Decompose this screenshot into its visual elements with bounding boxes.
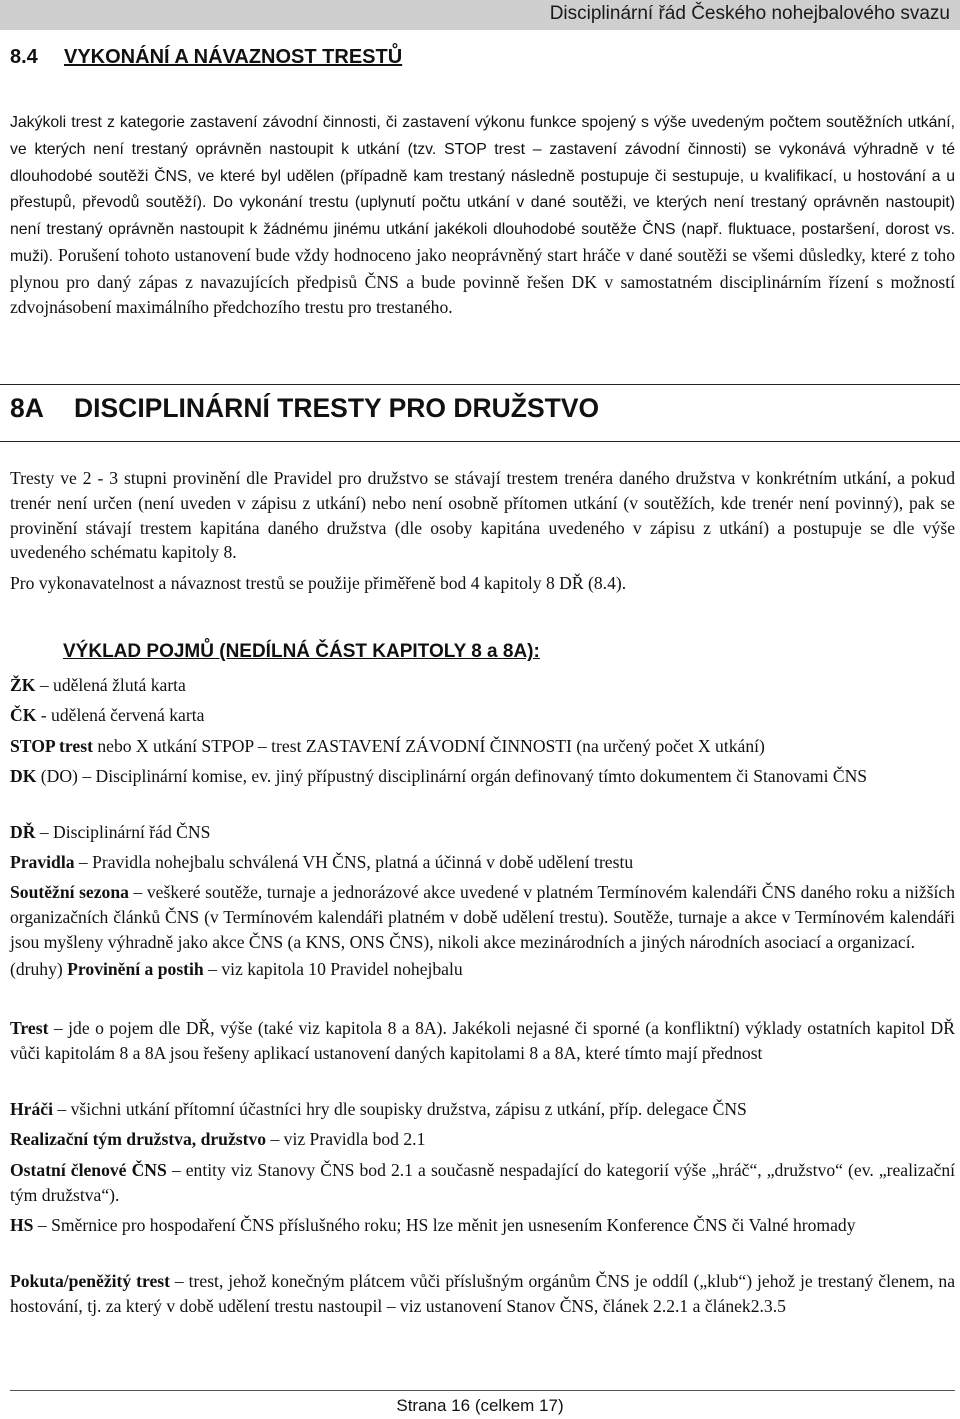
- glossary-term: DK: [10, 766, 37, 786]
- glossary-definition: – jde o pojem dle DŘ, výše (také viz kapitola 8 a 8A). Jakékoli nejasné či sporné (a konfliktní) výklady ostatních kapitol DŘ vůči kapitolám 8 a 8A jsou řešeny aplikací ustanovení daných kapitolami 8 a 8A, které tímto mají přednost: [10, 1018, 955, 1063]
- footer-divider: [10, 1390, 955, 1391]
- glossary-item: [10, 1269, 955, 1319]
- glossary-term: ČK: [10, 705, 37, 725]
- glossary-definition: – udělená žlutá karta: [35, 675, 186, 695]
- glossary-definition: – veškeré soutěže, turnaje a jednorázové akce uvedené v platném Termínovém kalendáři ČNS daného roku a nižších organizačních článků ČNS (v Termínovém kalendáři platném v době udělení trestu). Soutěže, turnaje a akce v Termínovém kalendáři jsou myšleny výhradně jako akce ČNS (a KNS, ONS ČNS), nikoli akce mezinárodních a jiných národních asociací a organizací.: [10, 882, 955, 952]
- glossary-item: [10, 1097, 955, 1122]
- glossary-term: Provinění a postih: [67, 959, 204, 979]
- glossary-item: [10, 1127, 955, 1152]
- glossary-definition: – viz Pravidla bod 2.1: [266, 1129, 426, 1149]
- glossary-item: [10, 1158, 955, 1208]
- glossary-term: STOP trest: [10, 736, 93, 756]
- glossary-definition: - udělená červená karta: [36, 705, 205, 725]
- glossary-term: Hráči: [10, 1099, 53, 1119]
- glossary-term: Soutěžní sezona: [10, 882, 129, 902]
- glossary-definition: – trest, jehož konečným plátcem vůči příslušným orgánům ČNS je oddíl („klub“) jehož je trestaný členem, na hostování, tj. za který v době udělení trestu nastoupil – viz ustanovení Stanov ČNS, článek 2.2.1 a článek2.3.5: [10, 1271, 955, 1316]
- glossary-prefix: (druhy): [10, 959, 68, 979]
- glossary-item: [10, 673, 955, 698]
- glossary-term: Ostatní členové ČNS: [10, 1160, 167, 1180]
- section-8a-heading: [10, 393, 599, 424]
- glossary-title: VÝKLAD POJMŮ (NEDÍLNÁ ČÁST KAPITOLY 8 a 8A):: [63, 641, 540, 662]
- section-8-4-title: VYKONÁNÍ A NÁVAZNOST TRESTŮ: [64, 46, 403, 68]
- running-header: [0, 0, 960, 30]
- glossary-term: ŽK: [10, 675, 36, 695]
- glossary-term: DŘ: [10, 822, 36, 842]
- glossary-definition: nebo X utkání STPOP – trest ZASTAVENÍ ZÁVODNÍ ČINNOSTI (na určený počet X utkání): [92, 736, 765, 756]
- glossary-definition: – Pravidla nohejbalu schválená VH ČNS, platná a účinná v době udělení trestu: [74, 852, 634, 872]
- glossary-item: [10, 880, 955, 954]
- glossary-term: Pokuta/peněžitý trest: [10, 1271, 170, 1291]
- glossary-item: [10, 957, 955, 982]
- section-8-4-text-b: STOP trest – zastavení závodní činnosti) se vykonává výhradně v té dlouhodobé soutěži ČNS, ve které byl udělen (případně kam trestaný následně postupuje či sestupuje, u kvalifikací, u hostování a u přestupů, převodů soutěží).: [10, 140, 956, 212]
- glossary-definition: – Směrnice pro hospodaření ČNS příslušného roku; HS lze měnit jen usnesením Konference ČNS či Valné hromady: [33, 1215, 856, 1235]
- glossary-term: Realizační tým družstva, družstvo: [10, 1129, 267, 1149]
- glossary-definition: – Disciplinární řád ČNS: [35, 822, 211, 842]
- glossary-definition: – viz kapitola 10 Pravidel nohejbalu: [203, 959, 463, 979]
- glossary-item: [10, 1213, 955, 1238]
- glossary-item: [10, 734, 955, 759]
- glossary-item: [10, 850, 955, 875]
- glossary-item: [10, 1016, 955, 1066]
- glossary-definition: (DO) – Disciplinární komise, ev. jiný přípustný disciplinární orgán definovaný tímto dokumentem či Stanovami ČNS: [36, 766, 868, 786]
- glossary-item: [10, 764, 955, 789]
- section-8a-paragraph-2: Pro vykonavatelnost a návaznost trestů se použije přiměřeně bod 4 kapitoly 8 DŘ (8.4).: [10, 573, 627, 593]
- glossary-item: [10, 820, 955, 845]
- section-8a-number: 8A: [10, 393, 44, 423]
- section-8a-paragraph-1: Tresty ve 2 - 3 stupni provinění dle Pravidel pro družstvo se stávají trestem trenéra daného družstva v konkrétním utkání, a pokud trenér není určen (není uveden v zápisu z utkání) nebo není osobně přítomen utkání (v soutěžích, kde trenér není povinný), pak se provinění stávají trestem kapitána daného družstva (dle osoby kapitána uvedeného v zápisu z utkání) a postupuje se dle výše uvedeného schématu kapitoly 8.: [10, 468, 955, 563]
- running-header-title: Disciplinární řád Českého nohejbalového svazu: [549, 3, 950, 24]
- page-number: Strana 16 (celkem 17): [396, 1396, 564, 1415]
- section-8-4-heading: [10, 46, 402, 69]
- section-8-4-text-d: Porušení tohoto ustanovení bude vždy hodnoceno jako neoprávněný start hráče v dané soutěži se všemi důsledky, které z toho plynou pro daný zápas z navazujících předpisů ČNS a bude povinně řešen DK v samostatném disciplinárním řízení s možností zdvojnásobení maximálního předchozího trestu pro trestaného.: [10, 244, 955, 317]
- section-8a-title: DISCIPLINÁRNÍ TRESTY PRO DRUŽSTVO: [74, 393, 600, 423]
- section-8-4-paragraph: [10, 109, 955, 319]
- glossary-definition: – všichni utkání přítomní účastníci hry dle soupisky družstva, zápisu z utkání, příp. delegace ČNS: [53, 1099, 747, 1119]
- glossary-definition: – entity viz Stanovy ČNS bod 2.1 a současně nespadající do kategorií výše „hráč“, „družstvo“ (ev. „realizační tým družstva“).: [10, 1160, 956, 1205]
- glossary-term: Trest: [10, 1018, 49, 1038]
- glossary-term: Pravidla: [10, 852, 75, 872]
- glossary-item: [10, 703, 955, 728]
- section-8-4-number: 8.4: [10, 46, 38, 68]
- section-8-4-text-a: Jakýkoli trest z kategorie zastavení závodní činnosti, či zastavení výkonu funkce spojený s výše uvedeným počtem soutěžních utkání, ve kterých není trestaný oprávněn nastoupit k utkání (tzv.: [10, 114, 955, 158]
- glossary-term: HS: [10, 1215, 34, 1235]
- section-8-4-text-c: Do vykonání trestu (uplynutí počtu utkání v dané soutěži, ve kterých není trestaný oprávněn nastoupit) není trestaný oprávněn nastoupit k žádnému jinému utkání jakékoli dlouhodobé soutěže ČNS (např. fluktuace, postaršení, dorost vs. muži).: [10, 194, 955, 265]
